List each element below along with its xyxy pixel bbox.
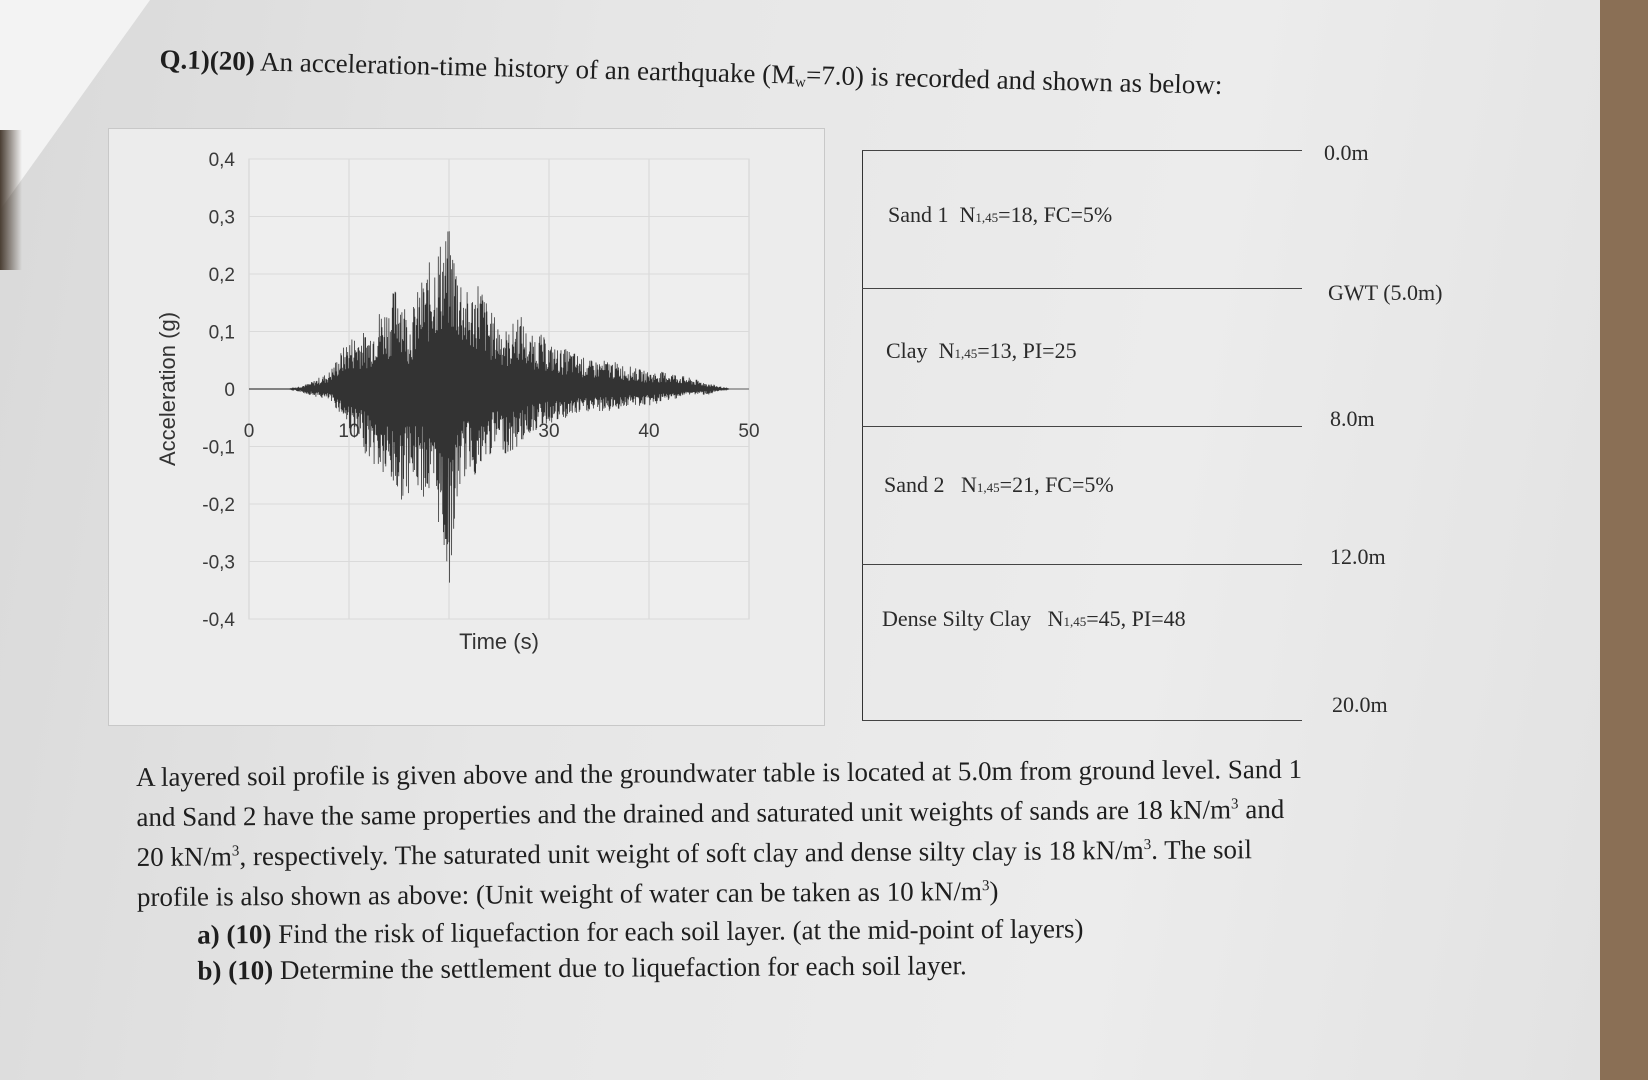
paragraph-text: ) <box>989 875 999 907</box>
paragraph-text: profile is also shown as above: (Unit weight of water can be taken as 10 kN/m <box>136 876 983 912</box>
x-tick-label: 20 <box>438 421 460 442</box>
layer-n-symbol: N <box>938 338 955 363</box>
layer-n-value: 21 <box>1012 472 1035 497</box>
depth-label-4: 20.0m <box>1332 692 1388 717</box>
y-tick-label: 0,3 <box>208 207 235 229</box>
layer-extra: PI=48 <box>1131 606 1186 631</box>
x-axis-title: Time (s) <box>459 629 539 654</box>
question-text-after: =7.0) is recorded and shown as below: <box>805 59 1223 100</box>
x-tick-label: 0 <box>243 421 255 442</box>
boundary-line-1 <box>862 288 1302 289</box>
x-tick-label: 10 <box>338 421 360 442</box>
depth-label-2: 8.0m <box>1330 406 1375 431</box>
soil-profile-box <box>862 150 1303 720</box>
layer-extra: FC=5% <box>1043 202 1113 227</box>
layer-extra: PI=25 <box>1022 338 1077 363</box>
task-points: (10) <box>228 955 274 986</box>
paragraph-text: A layered soil profile is given above and the groundwater table is located at 5.0m from ground level. Sand 1 <box>136 753 1303 792</box>
boundary-line-3 <box>862 564 1302 565</box>
task-text: Find the risk of liquefaction for each soil layer. (at the mid-point of layers) <box>278 913 1084 950</box>
question-number: Q.1)(20) <box>159 44 256 77</box>
layer-n-subscript: 1,45 <box>954 346 978 361</box>
x-tick-label: 50 <box>738 421 760 442</box>
paragraph-text: 20 kN/m <box>136 841 233 872</box>
task-text: Determine the settlement due to liquefaction for each soil layer. <box>279 950 967 985</box>
layer-extra: FC=5% <box>1045 472 1114 497</box>
layer-n-value: 18 <box>1010 202 1033 227</box>
layer-name: Sand 1 <box>888 202 949 227</box>
layer-label-dense-silty-clay: Dense Silty Clay N1,45=45, PI=48 <box>882 606 1186 631</box>
layer-n-value: 13 <box>989 338 1012 363</box>
y-axis-title: Acceleration (g) <box>155 311 180 467</box>
layer-n-subscript: 1,45 <box>1063 614 1087 629</box>
layer-n-symbol: N <box>961 472 977 497</box>
layer-label-sand-2: Sand 2 N1,45=21, FC=5% <box>884 472 1114 497</box>
question-text-before: An acceleration-time history of an earthquake (M <box>259 46 796 90</box>
y-tick-label: -0,1 <box>202 437 235 459</box>
paragraph-text: . The soil <box>1151 834 1253 865</box>
y-tick-label: 0,1 <box>208 322 235 344</box>
layer-label-clay: Clay N1,45=13, PI=25 <box>886 338 1077 363</box>
x-tick-label: 30 <box>538 421 560 442</box>
task-points: (10) <box>226 919 272 950</box>
paragraph-text: and Sand 2 have the same properties and the drained and saturated unit weights of sands are 18 kN/m <box>136 794 1232 832</box>
question-subscript: w <box>794 74 807 91</box>
layer-n-symbol: N <box>1047 606 1064 631</box>
depth-label-0: 0.0m <box>1324 140 1369 165</box>
problem-paragraph <box>136 751 1438 989</box>
y-tick-label: -0,4 <box>202 610 235 631</box>
soil-profile <box>862 140 1462 740</box>
task-label: a) <box>197 919 220 950</box>
task-label: b) <box>197 955 222 986</box>
acceleration-chart-svg <box>109 129 824 725</box>
task-list <box>197 908 1437 989</box>
acceleration-chart <box>108 128 825 726</box>
layer-name: Dense Silty Clay <box>882 606 1032 631</box>
y-tick-label: -0,3 <box>202 552 235 574</box>
y-tick-label: 0 <box>224 380 235 401</box>
superscript: 3 <box>981 878 990 895</box>
y-tick-label: 0,4 <box>208 150 235 171</box>
layer-name: Clay <box>886 338 928 363</box>
y-tick-label: 0,2 <box>208 265 235 286</box>
paragraph-line-4 <box>137 866 1437 915</box>
superscript: 3 <box>1143 836 1152 853</box>
layer-n-subscript: 1,45 <box>976 480 1000 495</box>
boundary-line-4 <box>862 720 1302 721</box>
depth-label-3: 12.0m <box>1330 544 1386 569</box>
boundary-line-0 <box>862 150 1302 151</box>
boundary-line-2 <box>862 426 1302 427</box>
paragraph-text: , respectively. The saturated unit weight of soft clay and dense silty clay is 18 kN/m <box>239 834 1144 872</box>
y-tick-label: -0,2 <box>202 495 235 516</box>
superscript: 3 <box>1230 796 1239 813</box>
superscript: 3 <box>231 843 240 860</box>
layer-n-symbol: N <box>959 202 976 227</box>
x-tick-label: 40 <box>638 421 660 442</box>
layer-name: Sand 2 <box>884 472 945 497</box>
paragraph-text: and <box>1238 793 1285 825</box>
layer-n-value: 45 <box>1098 606 1121 631</box>
depth-label-gwt: GWT (5.0m) <box>1328 280 1443 305</box>
layer-label-sand-1: Sand 1 N1,45=18, FC=5% <box>888 202 1113 227</box>
layer-n-subscript: 1,45 <box>975 210 999 225</box>
desk-shadow <box>0 130 22 270</box>
